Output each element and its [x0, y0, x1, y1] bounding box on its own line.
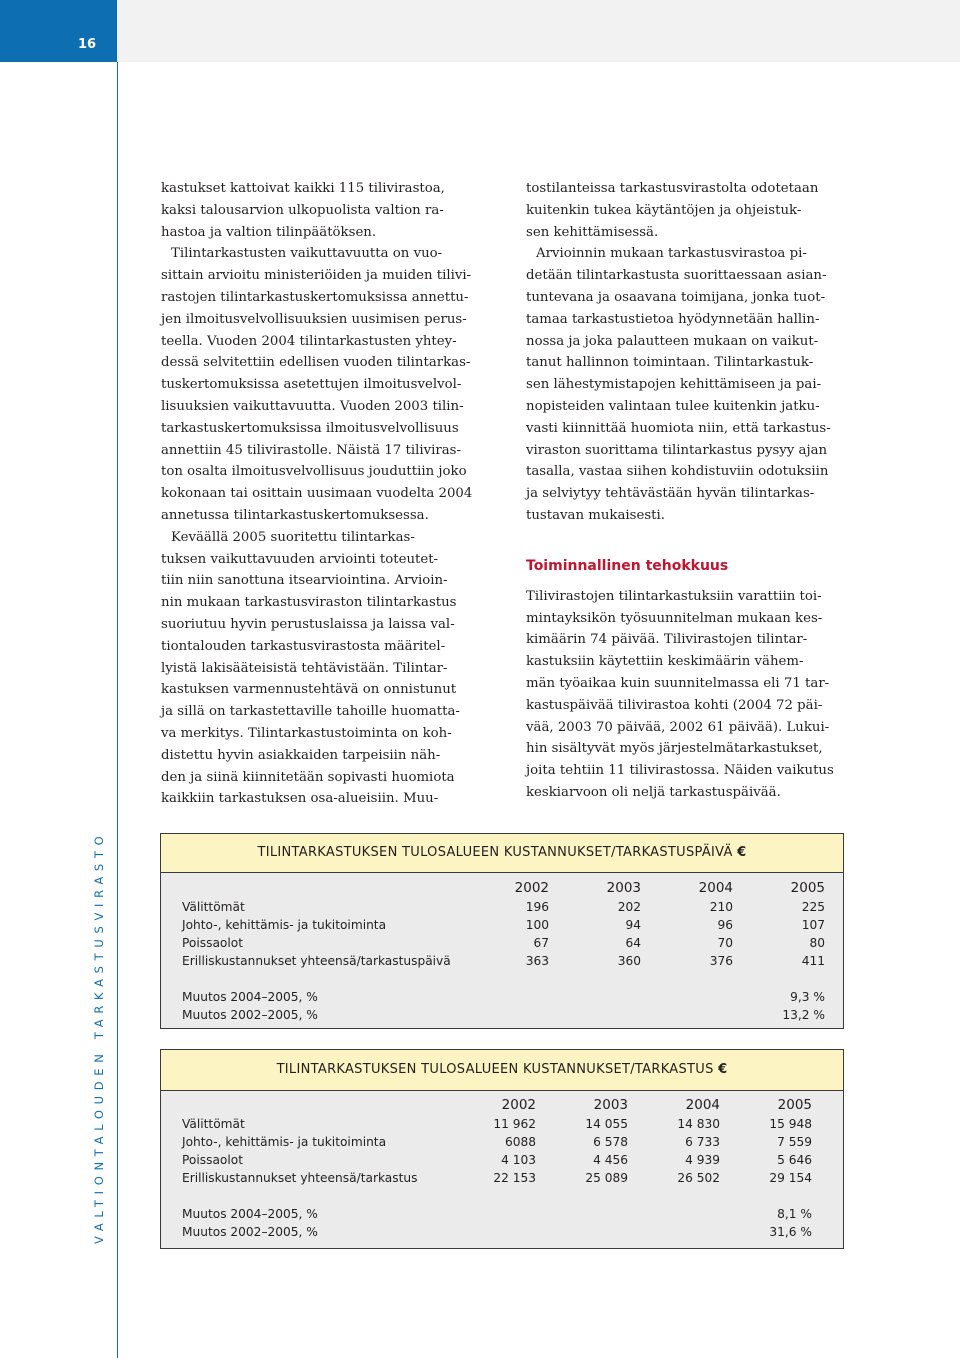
text-line: kaksi talousarvion ulkopuolista valtion ra- [161, 202, 444, 218]
cell-value: 4 456 [593, 1153, 628, 1167]
cell-value: 7 559 [777, 1135, 812, 1149]
text-line: hin sisältyvät myös järjestelmätarkastukset, [526, 741, 823, 757]
text-line: Arvioinnin mukaan tarkastusvirastoa pi- [536, 246, 807, 262]
text-line: tasalla, vastaa siihen kohdistuviin odotuksiin [526, 464, 829, 480]
text-line: va merkitys. Tilintarkastustoiminta on koh- [161, 725, 452, 741]
table-spacer [182, 970, 825, 988]
cell-value: 64 [625, 936, 641, 950]
text-line: tanut hallinnon toimintaan. Tilintarkastuk- [526, 355, 814, 371]
cell-value: 376 [709, 954, 733, 968]
text-line: sen lähestymistapojen kehittämiseen ja pai- [526, 377, 822, 393]
cell-value: 360 [617, 954, 641, 968]
table-title [161, 845, 843, 860]
empty-cell [457, 1006, 549, 1024]
year-header: 2005 [790, 880, 825, 896]
row-label: Johto-, kehittämis- ja tukitoiminta [182, 1135, 387, 1149]
row-label: Välittömät [182, 1117, 245, 1131]
cell-value: 22 153 [493, 1171, 536, 1185]
text-line: tuksen vaikuttavuuden arviointi toteutet- [161, 551, 439, 567]
page-number: 16 [78, 37, 97, 52]
text-line: vasti kiinnittää huomiota niin, että tarkastus- [526, 420, 831, 436]
text-line: tuskertomuksissa asetettujen ilmoitusvelvol- [161, 377, 462, 393]
cell-value: 14 830 [677, 1117, 720, 1131]
section-heading: Toiminnallinen tehokkuus [526, 557, 729, 574]
paragraph [161, 243, 483, 526]
cell-value: 6 733 [685, 1135, 720, 1149]
empty-cell [549, 988, 641, 1006]
text-line: män työaikaa kuin suunnitelmassa eli 71 tar- [526, 675, 830, 691]
cost-per-day-table-box [160, 833, 844, 1029]
text-line: tamaa tarkastustietoa hyödynnetään hallin- [526, 311, 820, 327]
change-value: 8,1 % [777, 1207, 812, 1221]
table-row [182, 934, 825, 952]
empty-cell [444, 1205, 536, 1223]
text-line: tarkastuskertomuksissa ilmoitusvelvollisuus [161, 420, 459, 436]
change-value: 13,2 % [782, 1008, 825, 1022]
text-line: tustavan mukaisesti. [526, 507, 665, 523]
text-line: joita tehtiin 11 tilivirastossa. Näiden vaikutus [526, 763, 834, 779]
change-row [182, 1223, 812, 1241]
empty-cell [549, 1006, 641, 1024]
table-row [182, 1115, 812, 1133]
cost-table [182, 878, 825, 1024]
empty-cell [536, 1205, 628, 1223]
text-line: viraston suorittama tilintarkastus pysyy ajan [526, 442, 828, 458]
text-line: tiontalouden tarkastusvirastosta määritel- [161, 638, 446, 654]
text-line: annetussa tilintarkastuskertomuksessa. [161, 507, 429, 523]
change-label: Muutos 2004–2005, % [182, 990, 318, 1004]
cell-value: 11 962 [493, 1117, 536, 1131]
text-line: Keväällä 2005 suoritettu tilintarkas- [171, 529, 415, 545]
year-header: 2002 [514, 880, 549, 896]
table-row [182, 1133, 812, 1151]
cost-table [182, 1095, 812, 1241]
empty-cell [641, 988, 733, 1006]
text-line: kastuksen varmennustehtävä on onnistunut [161, 682, 457, 698]
change-row [182, 1205, 812, 1223]
text-line: hastoa ja valtion tilinpäätöksen. [161, 224, 377, 240]
text-line: kastuspäivää tilivirastoa kohti (2004 72 päi- [526, 697, 823, 713]
cell-value: 94 [625, 918, 641, 932]
text-line: teella. Vuoden 2004 tilintarkastusten yhtey- [161, 333, 457, 349]
text-line: lisuuksien vaikuttavuutta. Vuoden 2003 tilin- [161, 398, 464, 414]
side-caption: VALTIONTALOUDEN TARKASTUSVIRASTO [92, 830, 106, 1244]
year-header: 2002 [501, 1097, 536, 1113]
cell-value: 29 154 [769, 1171, 812, 1185]
text-line: kastukset kattoivat kaikki 115 tilivirastoa, [161, 181, 445, 196]
cell-value: 70 [717, 936, 733, 950]
cell-value: 4 103 [501, 1153, 536, 1167]
text-line: kaikkiin tarkastuksen osa-alueisiin. Muu- [161, 791, 439, 807]
text-line: keskiarvoon oli neljä tarkastuspäivää. [526, 784, 781, 800]
table-header-row [182, 878, 825, 898]
cell-value: 15 948 [769, 1117, 812, 1131]
text-line: lyistä lakisääteisistä tehtävistään. Tilintar- [161, 660, 448, 676]
text-line: tiin niin sanottuna itsearviointina. Arvioin- [161, 573, 448, 589]
text-line: den ja siinä kiinnitetään sopivasti huomiota [161, 769, 455, 785]
text-line: ja selviytyy tehtävästään hyvän tilintarkas- [526, 486, 815, 502]
text-line: Tilivirastojen tilintarkastuksiin varattiin toi- [526, 588, 822, 604]
empty-cell [444, 1223, 536, 1241]
text-line: kokonaan tai osittain uusimaan vuodelta 2004 [161, 486, 473, 502]
change-value: 31,6 % [769, 1225, 812, 1239]
cell-value: 411 [801, 954, 825, 968]
spacer-cell [182, 1187, 812, 1205]
change-value: 9,3 % [790, 990, 825, 1004]
cell-value: 100 [525, 918, 549, 932]
text-line: Tilintarkastusten vaikuttavuutta on vuo- [171, 246, 443, 262]
paragraph [161, 178, 483, 243]
table-title-rule [161, 1090, 843, 1091]
text-line: kimäärin 74 päivää. Tilivirastojen tilintar- [526, 632, 808, 648]
cell-value: 107 [801, 918, 825, 932]
cell-value: 210 [709, 900, 733, 914]
euro-symbol: € [718, 1062, 728, 1077]
table-row [182, 898, 825, 916]
row-label: Erilliskustannukset yhteensä/tarkastuspäivä [182, 954, 451, 968]
row-label: Poissaolot [182, 936, 244, 950]
empty-cell [536, 1223, 628, 1241]
text-line: jen ilmoitusvelvollisuuksien uusimisen perus- [161, 311, 467, 327]
cell-value: 202 [617, 900, 641, 914]
empty-cell [628, 1205, 720, 1223]
euro-symbol: € [737, 845, 747, 860]
change-label: Muutos 2002–2005, % [182, 1225, 318, 1239]
cell-value: 4 939 [685, 1153, 720, 1167]
text-line: annettiin 45 tilivirastolle. Näistä 17 tiliviras- [161, 442, 461, 458]
cell-value: 25 089 [585, 1171, 628, 1185]
text-line: dessä selvitettiin edellisen vuoden tilintarkas- [161, 355, 471, 371]
text-line: mintayksikön työsuunnitelman mukaan kes- [526, 610, 823, 626]
text-line: tuntevana ja osaavana toimijana, jonka tuot- [526, 289, 826, 305]
cell-value: 26 502 [677, 1171, 720, 1185]
text-line: rastojen tilintarkastuskertomuksissa annettu- [161, 289, 469, 305]
row-label: Erilliskustannukset yhteensä/tarkastus [182, 1171, 418, 1185]
cell-value: 67 [533, 936, 549, 950]
text-line: detään tilintarkastusta suorittaessaan asian- [526, 268, 827, 284]
cell-value: 225 [801, 900, 825, 914]
year-header: 2003 [606, 880, 641, 896]
table-title-text: TILINTARKASTUKSEN TULOSALUEEN KUSTANNUKSET/TARKASTUSPÄIVÄ [257, 845, 733, 860]
change-label: Muutos 2004–2005, % [182, 1207, 318, 1221]
change-label: Muutos 2002–2005, % [182, 1008, 318, 1022]
cell-value: 196 [525, 900, 549, 914]
text-line: nopisteiden valintaan tulee kuitenkin jatku- [526, 398, 820, 414]
table-title-text: TILINTARKASTUKSEN TULOSALUEEN KUSTANNUKSET/TARKASTUS [276, 1062, 714, 1077]
row-label: Poissaolot [182, 1153, 244, 1167]
year-header: 2004 [698, 880, 733, 896]
table-spacer [182, 1187, 812, 1205]
table-row [182, 1151, 812, 1169]
change-row [182, 988, 825, 1006]
year-header: 2003 [593, 1097, 628, 1113]
text-line: sittain arvioitu ministeriöiden ja muiden tilivi- [161, 268, 472, 284]
table-header-cell [182, 878, 457, 898]
text-line: ton osalta ilmoitusvelvollisuus jouduttiin joko [161, 464, 467, 480]
cell-value: 96 [717, 918, 733, 932]
empty-cell [628, 1223, 720, 1241]
cell-value: 80 [809, 936, 825, 950]
text-line: vää, 2003 70 päivää, 2002 61 päivää). Lukui- [526, 719, 830, 735]
cell-value: 6088 [504, 1135, 536, 1149]
spacer-cell [182, 970, 825, 988]
cell-value: 5 646 [777, 1153, 812, 1167]
row-label: Johto-, kehittämis- ja tukitoiminta [182, 918, 387, 932]
page-number-tab [0, 0, 117, 62]
table-row [182, 916, 825, 934]
text-line: distettu hyvin asiakkaiden tarpeisiin näh- [161, 747, 441, 763]
text-line: nossa ja joka palautteen mukaan on vaikut- [526, 333, 819, 349]
table-row [182, 1169, 812, 1187]
row-label: Välittömät [182, 900, 245, 914]
sidebar-divider [117, 62, 118, 1358]
text-line: tostilanteissa tarkastusvirastolta odotetaan [526, 181, 819, 196]
empty-cell [641, 1006, 733, 1024]
table-header-cell [182, 1095, 444, 1115]
paragraph [161, 527, 483, 810]
text-line: sen kehittämisessä. [526, 224, 659, 240]
right-text-column [526, 178, 848, 804]
left-text-column [161, 178, 483, 810]
table-header-row [182, 1095, 812, 1115]
year-header: 2004 [685, 1097, 720, 1113]
text-line: nin mukaan tarkastusviraston tilintarkastus [161, 595, 457, 611]
paragraph [526, 586, 848, 804]
text-line: kuitenkin tukea käytäntöjen ja ohjeistuk- [526, 202, 802, 218]
text-line: suoriutuu hyvin perustuslaissa ja laissa val- [161, 616, 455, 632]
text-line: ja sillä on tarkastettaville tahoille huomatta- [161, 704, 460, 720]
empty-cell [457, 988, 549, 1006]
paragraph [526, 243, 848, 526]
text-line: kastuksiin käytettiin keskimäärin vähem- [526, 654, 804, 670]
cell-value: 14 055 [585, 1117, 628, 1131]
header-band [0, 0, 960, 62]
year-header: 2005 [777, 1097, 812, 1113]
table-title [161, 1062, 843, 1077]
table-title-rule [161, 872, 843, 873]
paragraph [526, 178, 848, 243]
cost-per-audit-table-box [160, 1049, 844, 1249]
table-row [182, 952, 825, 970]
cell-value: 363 [525, 954, 549, 968]
cell-value: 6 578 [593, 1135, 628, 1149]
change-row [182, 1006, 825, 1024]
